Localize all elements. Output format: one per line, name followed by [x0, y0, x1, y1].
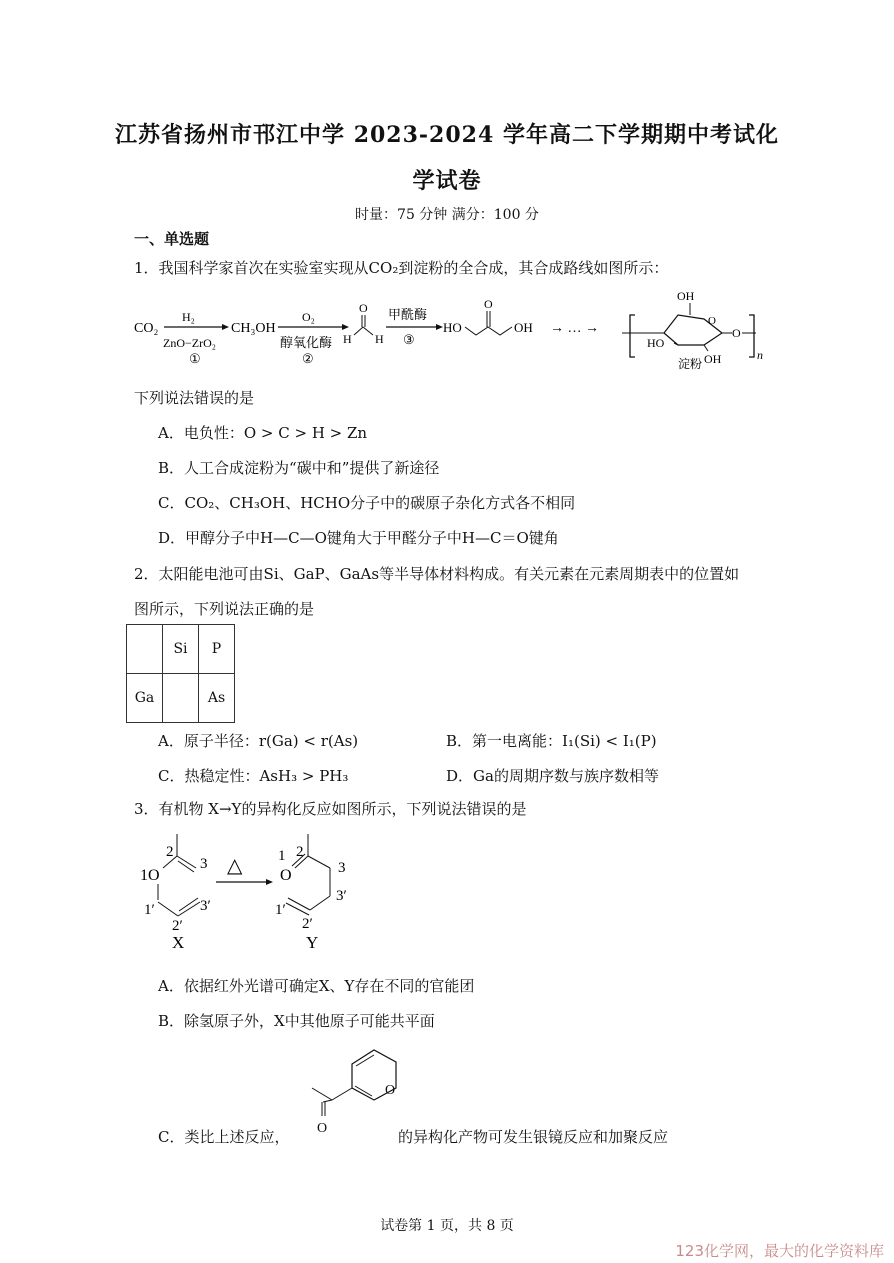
starch-n: n — [757, 348, 763, 362]
exam-title-line2: 学试卷 — [412, 168, 482, 194]
y-compound-name: Y — [306, 933, 319, 952]
x-label-2p: 2′ — [172, 918, 183, 934]
co2-label: CO₂ — [134, 321, 159, 336]
ch3oh-label: CH₃OH — [231, 321, 276, 336]
x-label-3: 3 — [200, 856, 208, 872]
starch-oh-top: OH — [677, 289, 695, 303]
x-label-3p: 3′ — [200, 898, 211, 914]
periodic-cell — [163, 674, 199, 723]
y-label-3: 3 — [338, 860, 346, 876]
starch-ho: HO — [647, 336, 665, 350]
y-label-2: 2 — [296, 844, 304, 860]
periodic-row-1 — [127, 625, 235, 674]
q2-option-c[interactable]: C．热稳定性：AsH₃ > PH₃ — [158, 767, 349, 785]
dha-oh-label: OH — [514, 320, 533, 335]
page-footer: 试卷第 1 页，共 8 页 — [380, 1218, 514, 1234]
periodic-cell-ga: Ga — [127, 674, 163, 723]
step1-label: ① — [189, 351, 201, 366]
pyranyl-ketone-structure — [296, 1040, 406, 1140]
starch-oh-bottom: OH — [704, 352, 722, 366]
q1-option-d[interactable]: D．甲醇分子中H—C—O键角大于甲醛分子中H—C＝O键角 — [158, 529, 559, 547]
q2-stem-line2: 图所示，下列说法正确的是 — [134, 600, 315, 618]
q3-option-b[interactable]: B．除氢原子外，X中其他原子可能共平面 — [158, 1012, 435, 1030]
q2-option-b[interactable]: B．第一电离能：I₁(Si) < I₁(P) — [446, 732, 657, 750]
heat-symbol: △ — [227, 855, 243, 877]
h2-label: H₂ — [182, 310, 195, 324]
x-label-1p: 1′ — [144, 902, 155, 918]
q2-option-d[interactable]: D．Ga的周期序数与族序数相等 — [446, 767, 659, 785]
q1-synthesis-scheme — [130, 285, 770, 380]
hcho-h-right: H — [375, 332, 384, 346]
q3-stem: 3．有机物 X→Y的异构化反应如图所示，下列说法错误的是 — [134, 800, 527, 818]
carbonyl-o-label: O — [317, 1121, 328, 1136]
step2-label: ② — [302, 351, 314, 366]
starch-label: 淀粉 — [678, 357, 703, 371]
periodic-row-2 — [127, 674, 235, 723]
hcho-o-label: O — [359, 301, 368, 315]
y-label-3p: 3′ — [336, 888, 347, 904]
q3-option-c-tail: 的异构化产物可发生银镜反应和加聚反应 — [398, 1128, 669, 1146]
y-label-1: 1 — [278, 848, 286, 864]
exam-title-line1: 江苏省扬州市邗江中学 2023-2024 学年高二下学期期中考试化 — [115, 122, 779, 148]
q3-option-c[interactable]: C．类比上述反应， — [158, 1128, 290, 1146]
periodic-cell-si: Si — [163, 625, 199, 674]
starch-ring-o: O — [708, 315, 716, 327]
o2-label: O₂ — [302, 310, 315, 324]
x-label-2: 2 — [166, 844, 174, 860]
cat1-label: ZnO−ZrO₂ — [163, 336, 216, 350]
watermark: 123化学网，最大的化学资料库 — [675, 1242, 884, 1260]
q2-option-a[interactable]: A．原子半径：r(Ga) < r(As) — [158, 732, 359, 750]
starch-o-link: O — [732, 326, 741, 340]
q1-option-b[interactable]: B．人工合成淀粉为“碳中和”提供了新途径 — [158, 459, 440, 477]
step3-label: ③ — [403, 332, 415, 347]
q3-option-a[interactable]: A．依据红外光谱可确定X、Y存在不同的官能团 — [158, 977, 475, 995]
x-label-1o: 1O — [140, 867, 160, 884]
x-compound-name: X — [172, 933, 185, 952]
periodic-cell — [127, 625, 163, 674]
q2-stem-line1: 2．太阳能电池可由Si、GaP、GaAs等半导体材料构成。有关元素在元素周期表中的位置如 — [134, 565, 740, 583]
ring-o-label: O — [385, 1083, 396, 1098]
ellipsis-arrows: → … → — [550, 321, 599, 336]
y-label-o: O — [280, 867, 292, 884]
y-label-2p: 2′ — [302, 916, 313, 932]
q1-prompt: 下列说法错误的是 — [134, 389, 255, 407]
q1-option-c[interactable]: C．CO₂、CH₃OH、HCHO分子中的碳原子杂化方式各不相同 — [158, 494, 576, 512]
enzyme3-label: 甲酰酶 — [388, 307, 428, 322]
enzyme2-label: 醇氧化酶 — [280, 335, 333, 350]
periodic-table-fragment — [126, 624, 235, 723]
dha-ho-label: HO — [443, 320, 462, 335]
q3-isomerization-scheme — [130, 826, 390, 954]
periodic-cell-as: As — [199, 674, 235, 723]
q1-option-a[interactable]: A．电负性：O > C > H > Zn — [158, 424, 368, 442]
y-label-1p: 1′ — [275, 902, 286, 918]
dha-o-label: O — [484, 297, 493, 311]
hcho-h-left: H — [343, 332, 352, 346]
exam-meta: 时量：75 分钟 满分：100 分 — [355, 207, 539, 223]
periodic-cell-p: P — [199, 625, 235, 674]
section-heading: 一、单选题 — [134, 230, 210, 248]
q1-stem: 1．我国科学家首次在实验室实现从CO₂到淀粉的全合成，其合成路线如图所示： — [134, 259, 669, 277]
